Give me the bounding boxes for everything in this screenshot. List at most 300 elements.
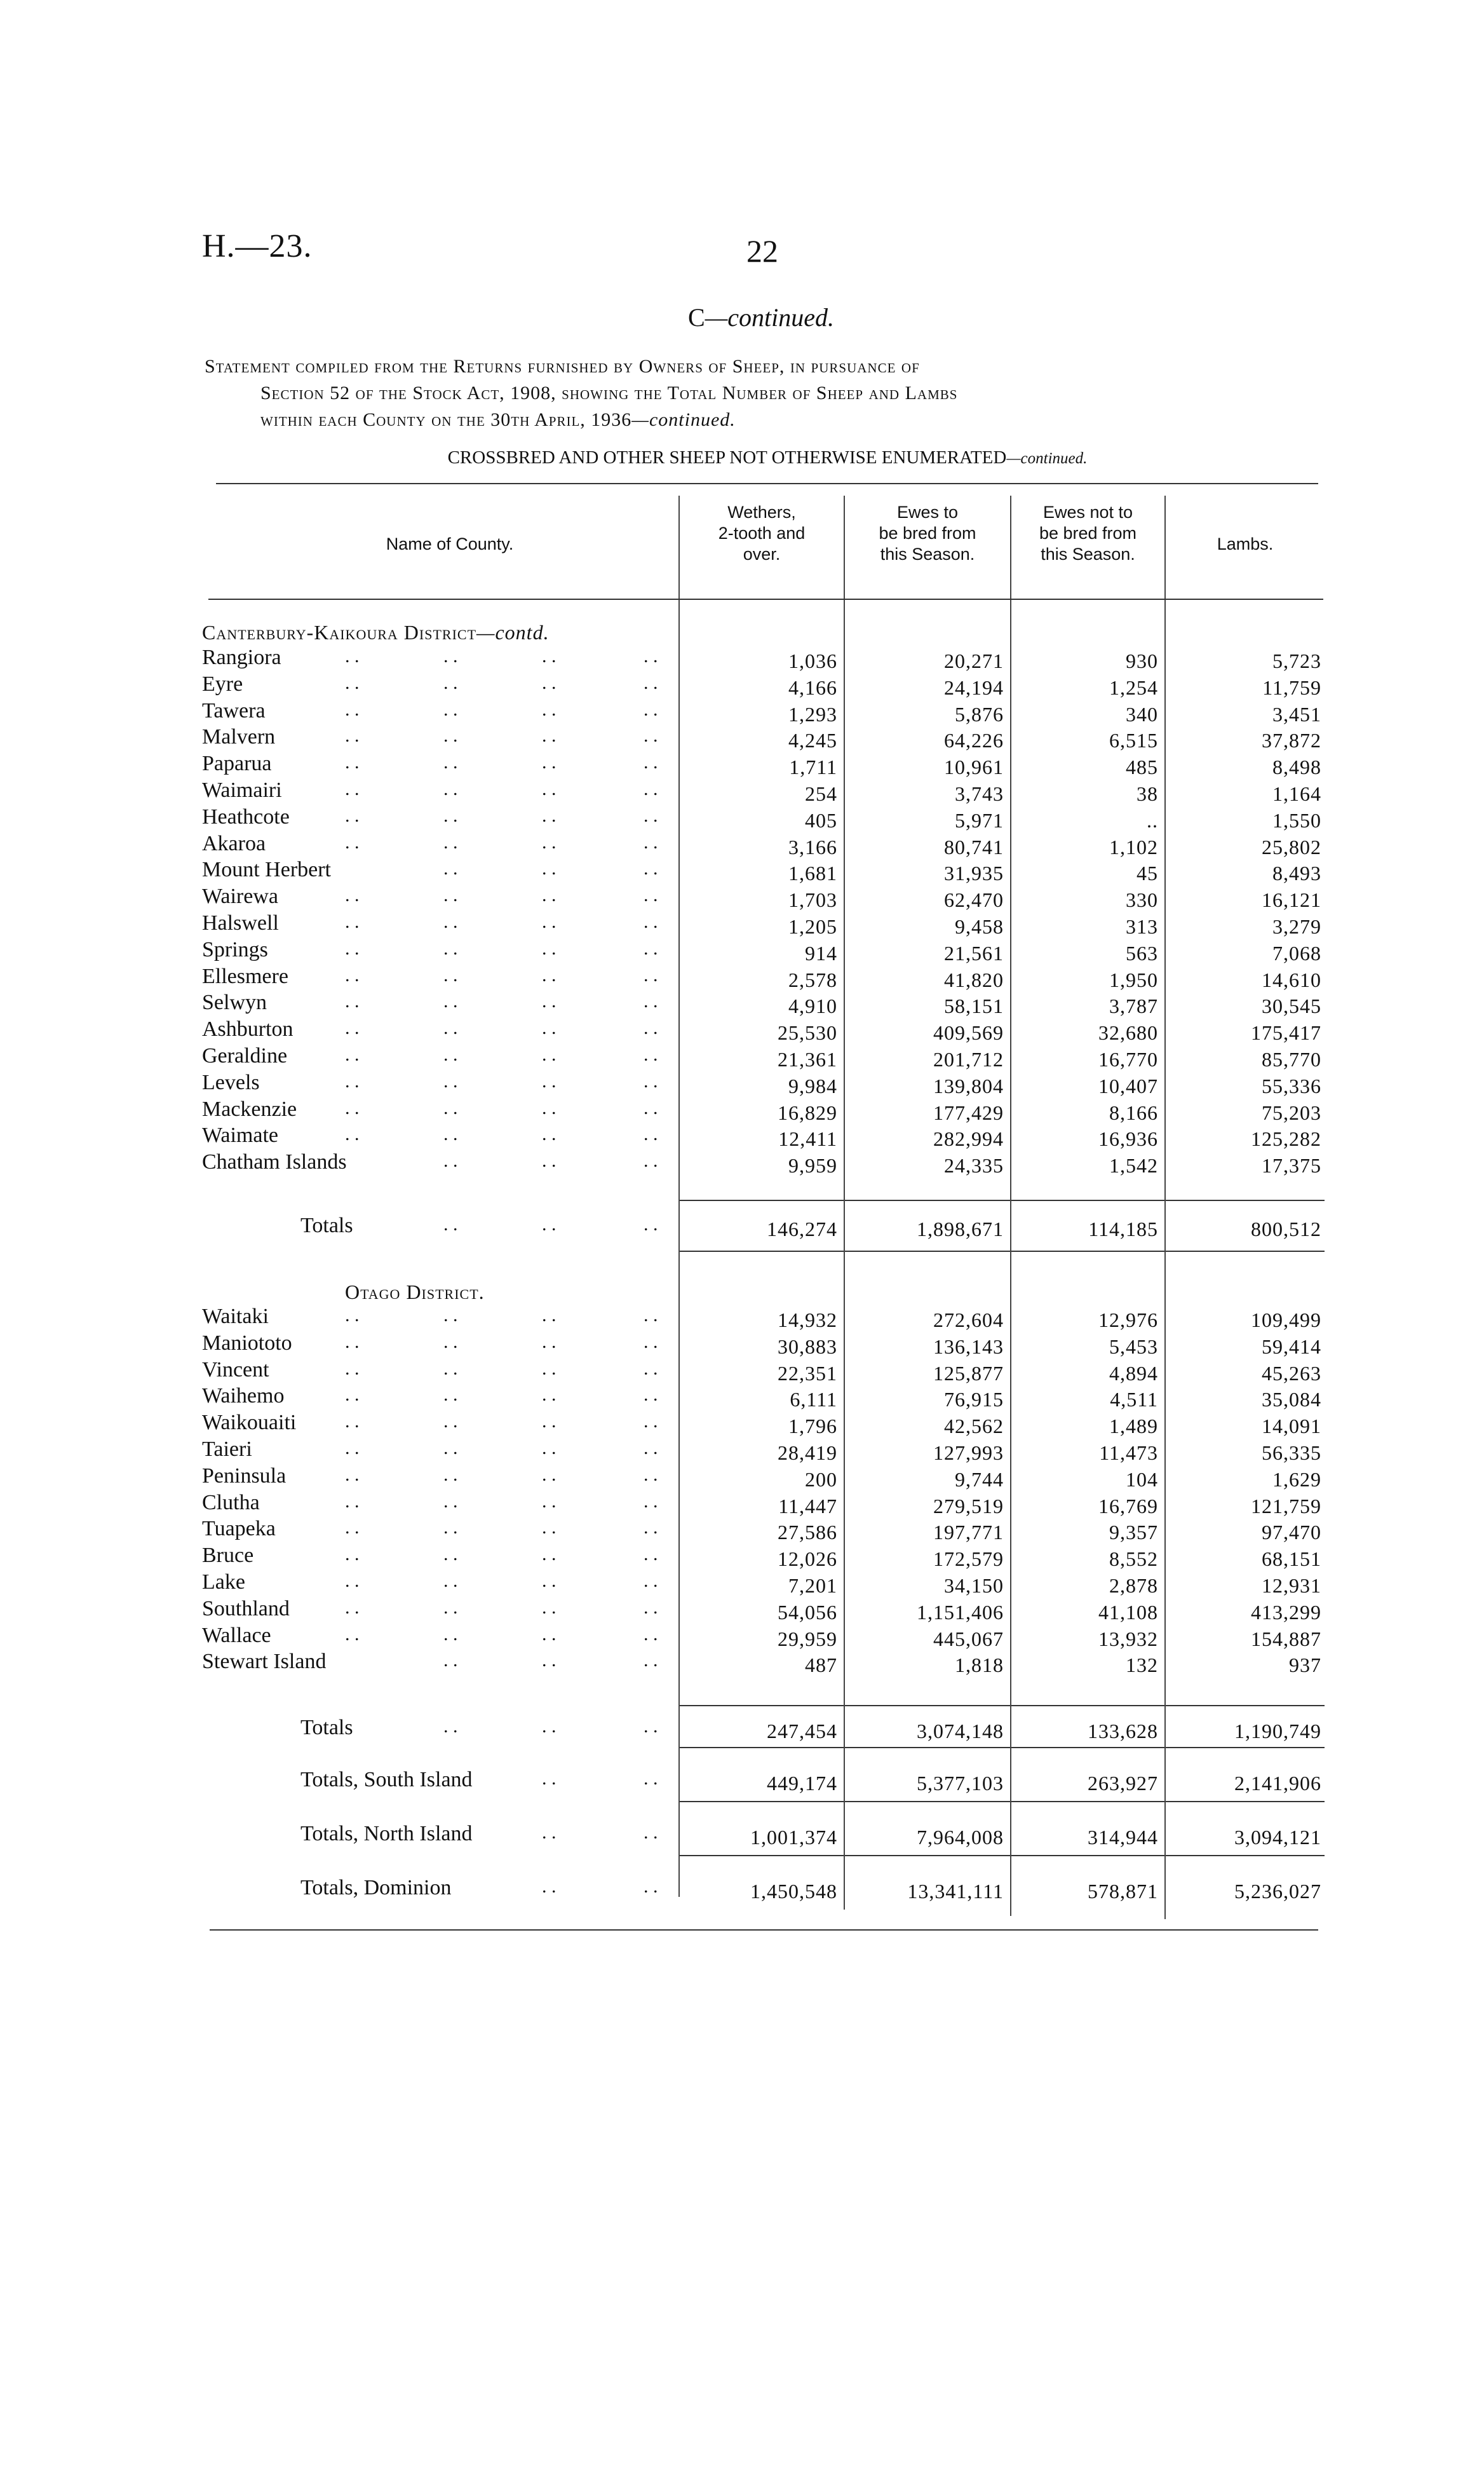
cell-lambs: 12,931: [1262, 1574, 1321, 1597]
cell-ewes-bred: 282,994: [933, 1127, 1004, 1150]
county-name: Wallace: [202, 1624, 271, 1647]
county-name: Peninsula: [202, 1464, 287, 1488]
leader-dots: . .: [345, 938, 360, 959]
cell-ewes-not-bred: 16,936: [1098, 1127, 1158, 1150]
leader-dots: . .: [644, 1017, 658, 1038]
leader-dots: . .: [542, 699, 556, 720]
subtitle-main: CROSSBRED AND OTHER SHEEP NOT OTHERWISE ENUMERATED: [447, 447, 1007, 468]
leader-dots: . .: [644, 778, 658, 799]
county-name: Stewart Island: [202, 1650, 327, 1673]
county-name: Mount Herbert: [202, 858, 332, 881]
cell-ewes-bred: 5,377,103: [917, 1772, 1004, 1795]
cell-lambs: 35,084: [1262, 1388, 1321, 1411]
leader-dots: . .: [542, 1437, 556, 1458]
leader-dots: . .: [542, 1822, 556, 1843]
leader-dots: . .: [644, 938, 658, 959]
header-line: Ewes to: [896, 503, 959, 522]
table-row: [202, 1768, 1326, 1795]
leader-dots: . .: [443, 1017, 458, 1038]
leader-dots: . .: [443, 832, 458, 853]
district-heading-canterbury: [202, 621, 550, 644]
cell-wethers: 247,454: [767, 1720, 837, 1742]
table-row: [202, 1150, 1326, 1177]
cell-wethers: 487: [805, 1654, 837, 1676]
table-row: [202, 1384, 1326, 1411]
leader-dots: . .: [443, 1411, 458, 1432]
county-name: Selwyn: [202, 991, 267, 1014]
cell-lambs: 3,451: [1272, 703, 1321, 726]
leader-dots: . .: [345, 699, 360, 720]
leader-dots: . .: [644, 646, 658, 667]
leader-dots: . .: [443, 911, 458, 932]
cell-ewes-bred: 9,458: [955, 915, 1004, 938]
total-rule: [845, 1705, 1010, 1706]
cell-ewes-not-bred: ..: [1147, 809, 1158, 832]
cell-wethers: 4,910: [788, 995, 837, 1017]
cell-ewes-bred: 64,226: [944, 729, 1004, 752]
leader-dots: . .: [345, 805, 360, 826]
cell-ewes-not-bred: 41,108: [1098, 1601, 1158, 1624]
leader-dots: . .: [345, 1305, 360, 1326]
cell-ewes-bred: 272,604: [933, 1308, 1004, 1331]
cell-ewes-not-bred: 313: [1126, 915, 1158, 938]
leader-dots: . .: [345, 991, 360, 1012]
leader-dots: . .: [345, 1017, 360, 1038]
table-row: [202, 778, 1326, 805]
leader-dots: . .: [644, 1544, 658, 1565]
county-name: Totals, Dominion: [300, 1876, 452, 1899]
cell-wethers: 30,883: [778, 1335, 837, 1358]
leader-dots: . .: [542, 832, 556, 853]
total-rule: [845, 1855, 1010, 1856]
cell-lambs: 8,498: [1272, 756, 1321, 778]
cell-wethers: 21,361: [778, 1048, 837, 1071]
table-row: [202, 1305, 1326, 1331]
leader-dots: . .: [345, 752, 360, 773]
page-number: 22: [746, 233, 778, 269]
table-row: [202, 1097, 1326, 1124]
leader-dots: . .: [345, 1384, 360, 1405]
total-rule: [1166, 1251, 1325, 1252]
cell-wethers: 1,796: [788, 1415, 837, 1437]
table-row: [202, 646, 1326, 672]
table-row: [202, 1358, 1326, 1385]
leader-dots: . .: [443, 672, 458, 693]
header-ewes-bred: [845, 502, 1010, 565]
leader-dots: . .: [542, 1876, 556, 1897]
leader-dots: . .: [542, 752, 556, 773]
header-line: 2-tooth and: [718, 524, 806, 543]
leader-dots: . .: [542, 672, 556, 693]
cell-wethers: 449,174: [767, 1772, 837, 1795]
total-rule: [845, 1200, 1010, 1201]
cell-ewes-not-bred: 3,787: [1109, 995, 1158, 1017]
cell-ewes-bred: 201,712: [933, 1048, 1004, 1071]
leader-dots: . .: [644, 725, 658, 746]
cell-wethers: 254: [805, 782, 837, 805]
cell-wethers: 1,293: [788, 703, 837, 726]
leader-dots: . .: [345, 885, 360, 906]
cell-ewes-not-bred: 263,927: [1088, 1772, 1158, 1795]
leader-dots: . .: [542, 1305, 556, 1326]
header-ewes-not-bred: [1011, 502, 1164, 565]
total-rule: [1166, 1747, 1325, 1748]
leader-dots: . .: [443, 1097, 458, 1118]
cell-ewes-not-bred: 930: [1126, 649, 1158, 672]
county-name: Waimairi: [202, 778, 282, 802]
cell-wethers: 16,829: [778, 1101, 837, 1124]
cell-lambs: 59,414: [1262, 1335, 1321, 1358]
cell-wethers: 1,450,548: [750, 1880, 837, 1903]
county-name: Rangiora: [202, 646, 281, 669]
cell-ewes-bred: 9,744: [955, 1468, 1004, 1491]
total-rule: [1011, 1251, 1164, 1252]
cell-ewes-not-bred: 13,932: [1098, 1627, 1158, 1650]
cell-ewes-not-bred: 38: [1137, 782, 1158, 805]
cell-ewes-not-bred: 9,357: [1109, 1521, 1158, 1544]
leader-dots: . .: [443, 1570, 458, 1591]
total-rule: [845, 1801, 1010, 1802]
cell-lambs: 2,141,906: [1234, 1772, 1321, 1795]
leader-dots: . .: [443, 1150, 458, 1171]
leader-dots: . .: [443, 1358, 458, 1379]
total-rule: [1011, 1747, 1164, 1748]
leader-dots: . .: [644, 1768, 658, 1789]
leader-dots: . .: [443, 885, 458, 906]
county-name: Waihemo: [202, 1384, 285, 1408]
cell-ewes-bred: 3,074,148: [917, 1720, 1004, 1742]
county-name: Bruce: [202, 1544, 254, 1567]
cell-ewes-bred: 24,194: [944, 676, 1004, 699]
cell-ewes-not-bred: 563: [1126, 942, 1158, 965]
cell-lambs: 14,610: [1262, 968, 1321, 991]
table-row: [202, 672, 1326, 699]
table-row: [202, 991, 1326, 1017]
leader-dots: . .: [644, 1624, 658, 1645]
leader-dots: . .: [644, 1822, 658, 1843]
total-rule: [680, 1705, 844, 1706]
cell-lambs: 3,279: [1272, 915, 1321, 938]
leader-dots: . .: [345, 911, 360, 932]
leader-dots: . .: [542, 1650, 556, 1671]
section-letter: C: [688, 303, 705, 332]
table-row: [202, 1464, 1326, 1491]
leader-dots: . .: [443, 1716, 458, 1737]
cell-lambs: 3,094,121: [1234, 1826, 1321, 1849]
leader-dots: . .: [644, 1150, 658, 1171]
table-row: [202, 805, 1326, 832]
leader-dots: . .: [443, 1464, 458, 1485]
cell-ewes-not-bred: 6,515: [1109, 729, 1158, 752]
cell-ewes-bred: 197,771: [933, 1521, 1004, 1544]
cell-wethers: 29,959: [778, 1627, 837, 1650]
cell-lambs: 56,335: [1262, 1441, 1321, 1464]
cell-ewes-bred: 1,818: [955, 1654, 1004, 1676]
leader-dots: . .: [644, 1097, 658, 1118]
table-row: [202, 725, 1326, 752]
cell-lambs: 37,872: [1262, 729, 1321, 752]
cell-wethers: 1,711: [789, 756, 837, 778]
cell-ewes-not-bred: 8,166: [1109, 1101, 1158, 1124]
cell-ewes-not-bred: 2,878: [1109, 1574, 1158, 1597]
cell-ewes-bred: 125,877: [933, 1362, 1004, 1385]
cell-wethers: 14,932: [778, 1308, 837, 1331]
cell-ewes-bred: 5,876: [955, 703, 1004, 726]
table-row: [202, 858, 1326, 885]
cell-wethers: 9,984: [788, 1075, 837, 1097]
leader-dots: . .: [644, 1331, 658, 1352]
leader-dots: . .: [644, 1437, 658, 1458]
header-county: Name of County.: [386, 534, 514, 553]
leader-dots: . .: [644, 1517, 658, 1538]
cell-ewes-not-bred: 132: [1126, 1654, 1158, 1676]
cell-ewes-not-bred: 45: [1137, 862, 1158, 885]
cell-lambs: 937: [1289, 1654, 1321, 1676]
leader-dots: . .: [542, 858, 556, 879]
leader-dots: . .: [443, 1305, 458, 1326]
header-line: be bred from: [1039, 524, 1137, 543]
total-rule: [680, 1855, 844, 1856]
county-name: Tuapeka: [202, 1517, 276, 1540]
leader-dots: . .: [644, 1214, 658, 1235]
leader-dots: . .: [345, 1491, 360, 1512]
leader-dots: . .: [443, 699, 458, 720]
cell-wethers: 1,205: [788, 915, 837, 938]
cell-lambs: 55,336: [1262, 1075, 1321, 1097]
leader-dots: . .: [542, 1517, 556, 1538]
total-rule: [1011, 1855, 1164, 1856]
total-rule: [845, 1251, 1010, 1252]
cell-ewes-not-bred: 32,680: [1098, 1021, 1158, 1044]
leader-dots: . .: [644, 1305, 658, 1326]
cell-wethers: 25,530: [778, 1021, 837, 1044]
table-row: [202, 1650, 1326, 1676]
table-row: [202, 1517, 1326, 1544]
leader-dots: . .: [644, 858, 658, 879]
cell-wethers: 146,274: [767, 1218, 837, 1240]
statement-line-2: Section 52 of the Stock Act, 1908, showing the Total Number of Sheep and Lambs: [260, 383, 958, 404]
leader-dots: . .: [644, 885, 658, 906]
table-row: [202, 1071, 1326, 1097]
cell-ewes-not-bred: 10,407: [1098, 1075, 1158, 1097]
header-wethers: [680, 502, 844, 565]
cell-lambs: 1,164: [1272, 782, 1321, 805]
table-row: [202, 1214, 1326, 1240]
leader-dots: . .: [542, 1044, 556, 1065]
table-row: [202, 1017, 1326, 1044]
cell-ewes-bred: 42,562: [944, 1415, 1004, 1437]
cell-wethers: 3,166: [788, 836, 837, 859]
leader-dots: . .: [542, 805, 556, 826]
county-name: Malvern: [202, 725, 276, 749]
county-name: Ashburton: [202, 1017, 293, 1041]
cell-ewes-bred: 13,341,111: [907, 1880, 1004, 1903]
leader-dots: . .: [443, 1044, 458, 1065]
table-row: [202, 1716, 1326, 1742]
county-name: Taieri: [202, 1437, 252, 1461]
leader-dots: . .: [542, 1017, 556, 1038]
leader-dots: . .: [345, 1597, 360, 1618]
cell-lambs: 5,723: [1272, 649, 1321, 672]
leader-dots: . .: [644, 699, 658, 720]
leader-dots: . .: [443, 1331, 458, 1352]
county-name: Wairewa: [202, 885, 278, 908]
cell-ewes-not-bred: 578,871: [1088, 1880, 1158, 1903]
cell-ewes-bred: 10,961: [944, 756, 1004, 778]
cell-ewes-bred: 1,898,671: [917, 1218, 1004, 1240]
cell-wethers: 4,245: [788, 729, 837, 752]
cell-ewes-not-bred: 1,542: [1109, 1154, 1158, 1177]
cell-lambs: 68,151: [1262, 1547, 1321, 1570]
cell-ewes-bred: 177,429: [933, 1101, 1004, 1124]
cell-wethers: 54,056: [778, 1601, 837, 1624]
leader-dots: . .: [542, 1331, 556, 1352]
leader-dots: . .: [644, 1384, 658, 1405]
cell-ewes-bred: 1,151,406: [917, 1601, 1004, 1624]
table-row: [202, 1044, 1326, 1071]
county-name: Halswell: [202, 911, 279, 935]
leader-dots: . .: [443, 965, 458, 986]
leader-dots: . .: [542, 646, 556, 667]
leader-dots: . .: [542, 1544, 556, 1565]
leader-dots: . .: [644, 1570, 658, 1591]
leader-dots: . .: [542, 1150, 556, 1171]
county-name: Springs: [202, 938, 268, 961]
cell-ewes-bred: 5,971: [955, 809, 1004, 832]
county-name: Akaroa: [202, 832, 266, 855]
leader-dots: . .: [345, 725, 360, 746]
leader-dots: . .: [644, 672, 658, 693]
cell-wethers: 22,351: [778, 1362, 837, 1385]
total-rule: [1011, 1200, 1164, 1201]
leader-dots: . .: [542, 1384, 556, 1405]
leader-dots: . .: [443, 752, 458, 773]
county-name: Totals, North Island: [300, 1822, 473, 1845]
district-heading-otago: Otago District.: [345, 1280, 485, 1303]
cell-lambs: 1,550: [1272, 809, 1321, 832]
cell-ewes-bred: 172,579: [933, 1547, 1004, 1570]
county-name: Southland: [202, 1597, 290, 1620]
total-rule: [680, 1747, 844, 1748]
cell-ewes-not-bred: 8,552: [1109, 1547, 1158, 1570]
table-row: [202, 832, 1326, 859]
cell-lambs: 1,190,749: [1234, 1720, 1321, 1742]
leader-dots: . .: [443, 991, 458, 1012]
table-row: [202, 885, 1326, 911]
total-rule: [1011, 1705, 1164, 1706]
cell-lambs: 7,068: [1272, 942, 1321, 965]
cell-ewes-bred: 20,271: [944, 649, 1004, 672]
cell-wethers: 9,959: [788, 1154, 837, 1177]
cell-wethers: 2,578: [788, 968, 837, 991]
cell-wethers: 200: [805, 1468, 837, 1491]
section-title: [0, 302, 1484, 332]
cell-ewes-not-bred: 133,628: [1088, 1720, 1158, 1742]
cell-lambs: 85,770: [1262, 1048, 1321, 1071]
total-rule: [1166, 1705, 1325, 1706]
cell-ewes-bred: 409,569: [933, 1021, 1004, 1044]
total-rule: [1166, 1801, 1325, 1802]
leader-dots: . .: [542, 1570, 556, 1591]
county-name: Eyre: [202, 672, 243, 696]
cell-wethers: 1,001,374: [750, 1826, 837, 1849]
header-lambs: Lambs.: [1217, 534, 1274, 553]
table-row: [202, 1876, 1326, 1903]
cell-ewes-bred: 3,743: [955, 782, 1004, 805]
cell-ewes-bred: 7,964,008: [917, 1826, 1004, 1849]
leader-dots: . .: [542, 1597, 556, 1618]
cell-ewes-bred: 76,915: [944, 1388, 1004, 1411]
table-row: [202, 1411, 1326, 1437]
leader-dots: . .: [345, 646, 360, 667]
leader-dots: . .: [644, 1716, 658, 1737]
county-name: Totals: [300, 1214, 353, 1237]
leader-dots: . .: [345, 1544, 360, 1565]
cell-lambs: 45,263: [1262, 1362, 1321, 1385]
county-name: Levels: [202, 1071, 260, 1094]
leader-dots: . .: [644, 805, 658, 826]
leader-dots: . .: [345, 832, 360, 853]
table-row: [202, 1624, 1326, 1650]
cell-wethers: 7,201: [788, 1574, 837, 1597]
cell-ewes-not-bred: 1,102: [1109, 836, 1158, 859]
leader-dots: . .: [644, 991, 658, 1012]
leader-dots: . .: [542, 725, 556, 746]
cell-wethers: 28,419: [778, 1441, 837, 1464]
header-line: this Season.: [880, 545, 975, 564]
county-name: Chatham Islands: [202, 1150, 347, 1174]
cell-ewes-not-bred: 4,894: [1109, 1362, 1158, 1385]
county-name: Maniototo: [202, 1331, 292, 1355]
header-rule: [208, 599, 1323, 600]
county-name: Paparua: [202, 752, 272, 775]
cell-ewes-not-bred: 314,944: [1088, 1826, 1158, 1849]
table-row: [202, 1597, 1326, 1624]
total-rule: [680, 1801, 844, 1802]
cell-ewes-not-bred: 330: [1126, 888, 1158, 911]
cell-ewes-bred: 139,804: [933, 1075, 1004, 1097]
cell-wethers: 1,681: [788, 862, 837, 885]
cell-wethers: 4,166: [788, 676, 837, 699]
cell-ewes-bred: 62,470: [944, 888, 1004, 911]
table-subtitle: [0, 447, 1484, 468]
cell-ewes-bred: 127,993: [933, 1441, 1004, 1464]
cell-ewes-bred: 445,067: [933, 1627, 1004, 1650]
leader-dots: . .: [443, 1124, 458, 1144]
leader-dots: . .: [443, 1597, 458, 1618]
table-row: [202, 1544, 1326, 1570]
cell-lambs: 1,629: [1272, 1468, 1321, 1491]
leader-dots: . .: [345, 1464, 360, 1485]
leader-dots: . .: [443, 778, 458, 799]
table-row: [202, 1822, 1326, 1849]
county-name: Waitaki: [202, 1305, 269, 1328]
cell-ewes-not-bred: 1,254: [1109, 676, 1158, 699]
leader-dots: . .: [644, 752, 658, 773]
cell-lambs: 8,493: [1272, 862, 1321, 885]
table-row: [202, 1437, 1326, 1464]
county-name: Mackenzie: [202, 1097, 297, 1121]
cell-ewes-not-bred: 16,770: [1098, 1048, 1158, 1071]
leader-dots: . .: [644, 832, 658, 853]
cell-ewes-not-bred: 340: [1126, 703, 1158, 726]
cell-lambs: 16,121: [1262, 888, 1321, 911]
leader-dots: . .: [345, 1358, 360, 1379]
total-rule: [1011, 1801, 1164, 1802]
table-row: [202, 1491, 1326, 1518]
leader-dots: . .: [542, 1624, 556, 1645]
cell-ewes-not-bred: 11,473: [1099, 1441, 1158, 1464]
